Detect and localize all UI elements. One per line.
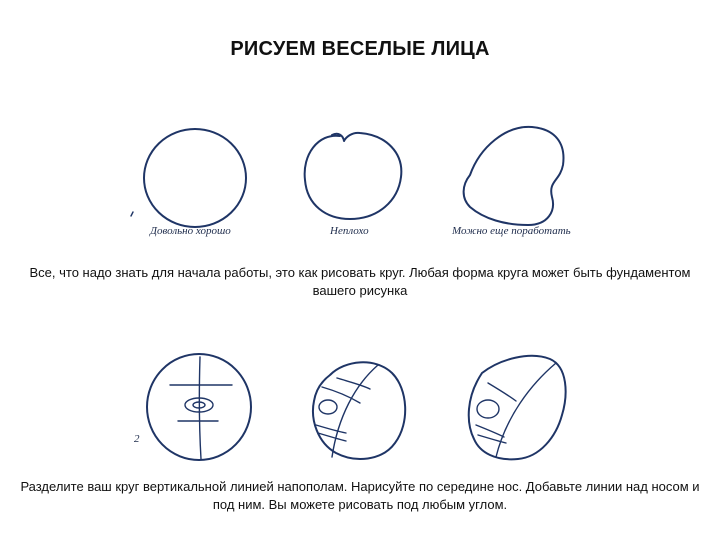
circle-not-bad: [305, 133, 402, 219]
caption-good: Довольно хорошо: [150, 225, 231, 237]
step2-illustration: [0, 345, 720, 475]
face-side-nose: [319, 400, 337, 414]
step1-mark: [131, 212, 133, 216]
step2-text: Разделите ваш круг вертикальной линией напополам. Нарисуйте по середине нос. Добавьте линии над носом и под ним. Вы можете рисовать под любым углом.: [20, 479, 700, 512]
step2-drawings: [0, 345, 720, 475]
face-side-outline: [313, 362, 405, 459]
face-side-line-above-1: [337, 378, 370, 389]
page-title: РИСУЕМ ВЕСЕЛЫЕ ЛИЦА: [230, 38, 490, 60]
step1-text: Все, что надо знать для начала работы, это как рисовать круг. Любая форма круга может быть фундаментом вашего рисунка: [29, 265, 691, 298]
circle-needs-work: [464, 127, 564, 225]
face-side-line-below-1: [316, 425, 346, 433]
step1-illustration: [0, 115, 720, 250]
face-tilted-line-above: [488, 383, 516, 401]
step2-number: 2: [134, 433, 140, 445]
face-tilted-nose: [477, 400, 499, 418]
circle-good: [144, 129, 246, 227]
caption-needs-work: Можно еще поработать: [452, 225, 571, 237]
caption-not-bad: Неплохо: [330, 225, 369, 237]
